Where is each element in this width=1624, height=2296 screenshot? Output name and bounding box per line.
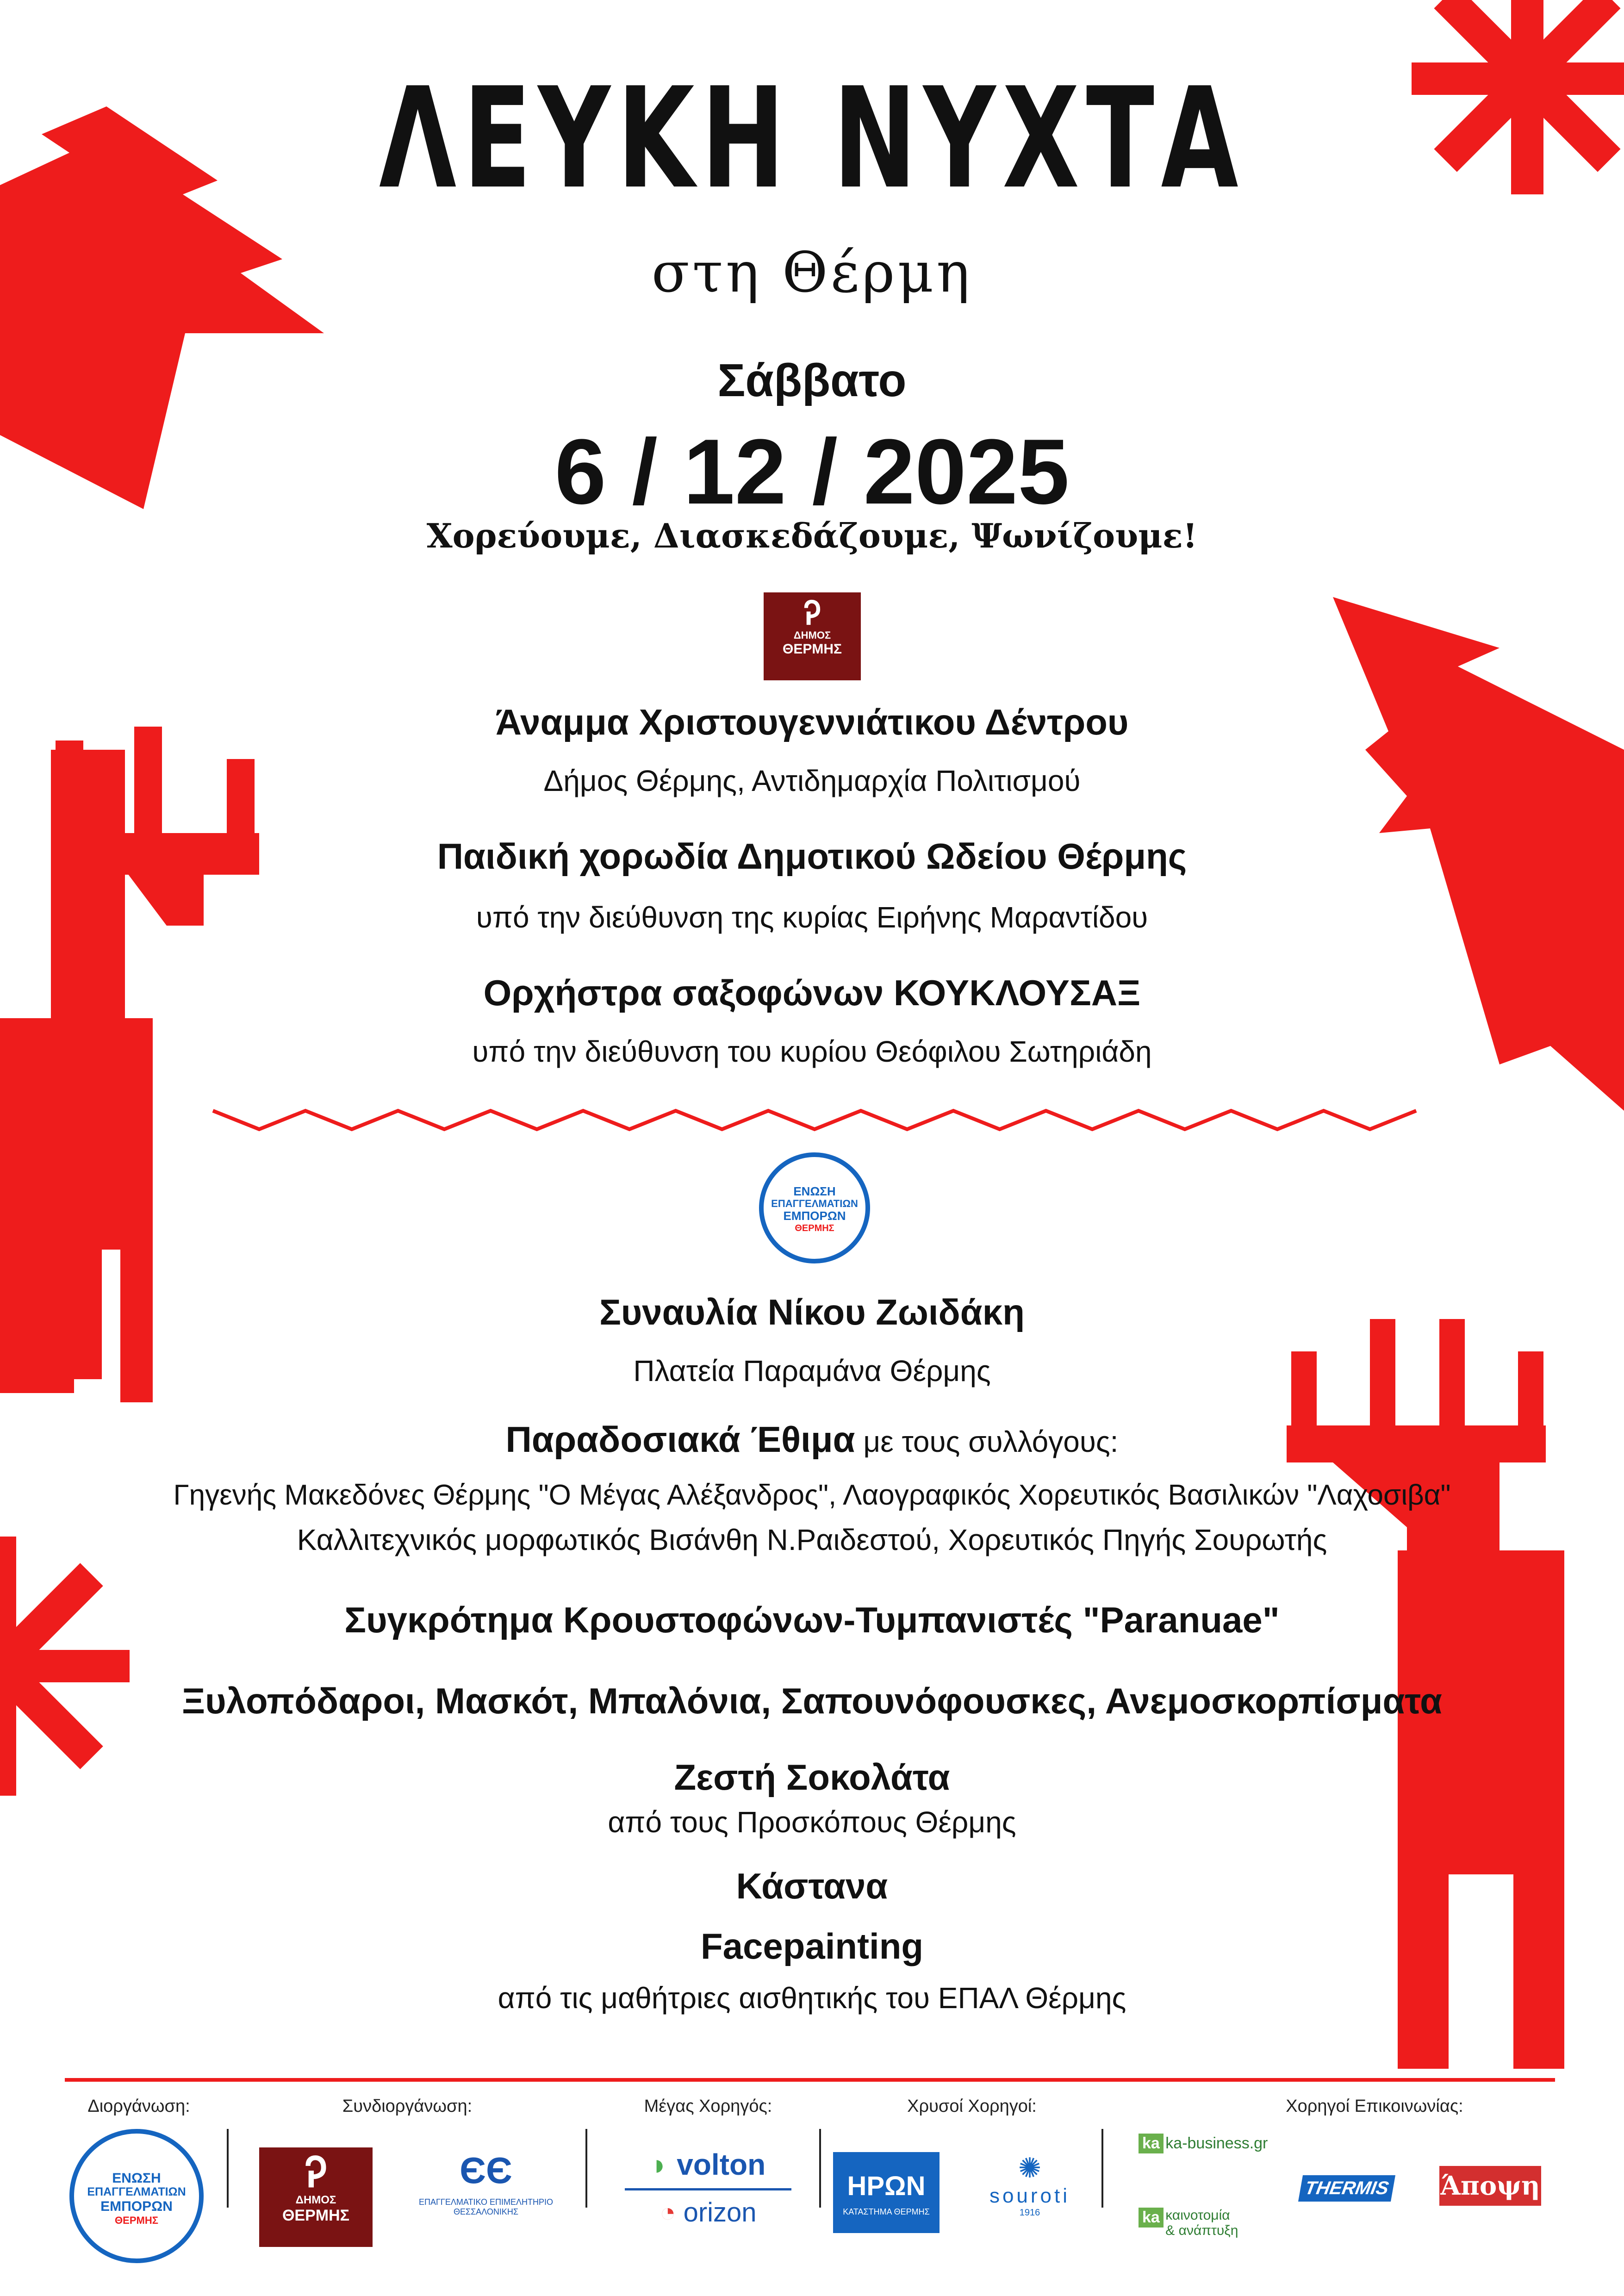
facepainting-detail: από τις μαθήτριες αισθητικής του ΕΠΑΛ Θέρμης bbox=[498, 1981, 1126, 2015]
footer-municipality-line1: ΔΗΜΟΣ bbox=[295, 2194, 336, 2206]
union-logo-line4: ΘΕΡΜΗΣ bbox=[795, 1223, 834, 1234]
snowflake-top-right bbox=[1412, 0, 1624, 194]
footer-municipality-logo bbox=[259, 2147, 373, 2247]
kabusiness-icon: ka bbox=[1139, 2134, 1164, 2153]
zigzag-divider bbox=[213, 1111, 1416, 1129]
municipality-logo-line1: ΔΗΜΟΣ bbox=[793, 629, 831, 641]
souroti-star-icon: ✺ bbox=[1018, 2153, 1042, 2184]
section1-item3-detail: υπό την διεύθυνση του κυρίου Θεόφιλου Σωτηριάδη bbox=[472, 1035, 1152, 1068]
iron-name: ΗΡΩΝ bbox=[847, 2171, 926, 2201]
event-slogan: Χορεύουμε, Διασκεδάζουμε, Ψωνίζουμε! bbox=[426, 516, 1198, 555]
souroti-year: 1916 bbox=[1019, 2208, 1040, 2218]
souroti-name: souroti bbox=[989, 2184, 1070, 2207]
customs-suffix: με τους συλλόγους: bbox=[855, 1425, 1119, 1458]
apopsi-logo bbox=[1439, 2166, 1541, 2206]
footer-union-line1: ΕΝΩΣΗ bbox=[112, 2171, 161, 2186]
footer-municipality-line2: ΘΕΡΜΗΣ bbox=[282, 2207, 350, 2224]
event-date: 6 / 12 / 2025 bbox=[554, 420, 1070, 523]
municipality-logo bbox=[764, 592, 861, 680]
concert-detail: Πλατεία Παραμάνα Θέρμης bbox=[633, 1354, 991, 1388]
label-co-organizer: Συνδιοργάνωση: bbox=[342, 2097, 473, 2116]
chamber-line1: ΕΠΑΓΓΕΛΜΑΤΙΚΟ ΕΠΙΜΕΛΗΤΗΡΙΟ bbox=[418, 2197, 553, 2207]
label-media-sponsors: Χορηγοί Επικοινωνίας: bbox=[1286, 2097, 1463, 2116]
kabusiness-name: ka-business.gr bbox=[1165, 2134, 1268, 2152]
concert-title: Συναυλία Νίκου Ζωιδάκη bbox=[599, 1292, 1025, 1332]
orizon-name: orizon bbox=[683, 2197, 757, 2228]
event-title: ΛΕΥΚΗ ΝΥΧΤΑ bbox=[379, 58, 1245, 219]
footer-divider-2 bbox=[585, 2129, 587, 2208]
section1-item2-detail: υπό την διεύθυνση της κυρίας Ειρήνης Μαραντίδου bbox=[476, 901, 1148, 934]
kainotomia-line2: & ανάπτυξη bbox=[1165, 2223, 1238, 2238]
section1-item1-title: Άναμμα Χριστουγεννιάτικου Δέντρου bbox=[495, 702, 1129, 742]
footer-union-line3: ΕΜΠΟΡΩΝ bbox=[100, 2198, 173, 2214]
customs-line2: Καλλιτεχνικός μορφωτικός Βισάνθη Ν.Ραιδεστού, Χορευτικός Πηγής Σουρωτής bbox=[297, 1523, 1327, 1556]
footer-union-line2: ΕΠΑΓΓΕΛΜΑΤΙΩΝ bbox=[87, 2185, 186, 2198]
footer-divider-3 bbox=[819, 2129, 821, 2208]
chocolate-title: Ζεστή Σοκολάτα bbox=[674, 1757, 950, 1798]
kabusiness-logo bbox=[1139, 2134, 1291, 2153]
union-logo bbox=[759, 1152, 870, 1263]
chamber-logo bbox=[403, 2152, 569, 2217]
volton-icon: ◗ bbox=[650, 2148, 669, 2181]
customs-line1: Γηγενής Μακεδόνες Θέρμης "Ο Μέγας Αλέξανδρος", Λαογραφικός Χορευτικός Βασιλικών "Λαχοσιβα" bbox=[173, 1479, 1451, 1511]
municipality-mark-icon: Ꭾ bbox=[804, 595, 821, 631]
section1-item3-title: Ορχήστρα σαξοφώνων ΚΟΥΚΛΟΥΣΑΞ bbox=[483, 972, 1141, 1013]
union-logo-line1: ΕΝΩΣΗ bbox=[793, 1184, 836, 1198]
kainotomia-line1: καινοτομία bbox=[1165, 2208, 1230, 2223]
apopsi-name: Άποψη bbox=[1440, 2171, 1540, 2201]
event-subtitle: στη Θέρμη bbox=[651, 241, 973, 305]
souroti-logo bbox=[977, 2152, 1083, 2218]
label-organizer: Διοργάνωση: bbox=[87, 2097, 190, 2116]
kainotomia-logo bbox=[1139, 2208, 1291, 2238]
chamber-mark-icon: ЄЄ bbox=[460, 2150, 512, 2191]
footer-divider-4 bbox=[1101, 2129, 1103, 2208]
section1-item2-title: Παιδική χορωδία Δημοτικού Ωδείου Θέρμης bbox=[437, 836, 1187, 877]
thermis-news-name: THERMIS bbox=[1298, 2175, 1395, 2202]
kainotomia-icon: ka bbox=[1139, 2208, 1164, 2228]
footer-union-line4: ΘΕΡΜΗΣ bbox=[115, 2214, 158, 2226]
footer-union-logo bbox=[69, 2129, 204, 2263]
facepainting-title: Facepainting bbox=[700, 1926, 924, 1966]
union-logo-line3: ΕΜΠΟΡΩΝ bbox=[783, 1208, 846, 1223]
section1-item1-detail: Δήμος Θέρμης, Αντιδημαρχία Πολιτισμού bbox=[543, 764, 1081, 797]
label-gold-sponsors: Χρυσοί Χορηγοί: bbox=[907, 2097, 1037, 2116]
footer-municipality-mark-icon: Ꭾ bbox=[305, 2150, 327, 2196]
chestnuts: Κάστανα bbox=[736, 1866, 888, 1906]
chamber-line2: ΘΕΣΣΑΛΟΝΙΚΗΣ bbox=[453, 2207, 519, 2216]
volton-logo bbox=[616, 2147, 801, 2228]
iron-logo bbox=[833, 2152, 940, 2233]
union-logo-line2: ΕΠΑΓΓΕΛΜΑΤΙΩΝ bbox=[771, 1197, 858, 1209]
footer-rule bbox=[65, 2078, 1555, 2082]
percussion-group: Συγκρότημα Κρουστοφώνων-Τυμπανιστές "Paranuae" bbox=[344, 1599, 1280, 1640]
footer-divider-1 bbox=[227, 2129, 229, 2208]
volton-underline bbox=[625, 2188, 791, 2190]
customs-title: Παραδοσιακά Έθιμα bbox=[505, 1419, 855, 1460]
iron-line: ΚΑΤΑΣΤΗΜΑ ΘΕΡΜΗΣ bbox=[843, 2207, 930, 2216]
label-grand-sponsor: Μέγας Χορηγός: bbox=[644, 2097, 772, 2116]
customs-heading bbox=[0, 1419, 1624, 1461]
municipality-logo-line2: ΘΕΡΜΗΣ bbox=[782, 641, 842, 657]
attractions: Ξυλοπόδαροι, Μασκότ, Μπαλόνια, Σαπουνόφουσκες, Ανεμοσκορπίσματα bbox=[181, 1680, 1443, 1721]
volton-name: volton bbox=[677, 2148, 766, 2181]
chocolate-detail: από τους Προσκόπους Θέρμης bbox=[608, 1805, 1016, 1839]
thermis-news-logo bbox=[1300, 2175, 1393, 2202]
orizon-icon: ◔ bbox=[660, 2197, 676, 2228]
event-day: Σάββατο bbox=[717, 355, 907, 406]
